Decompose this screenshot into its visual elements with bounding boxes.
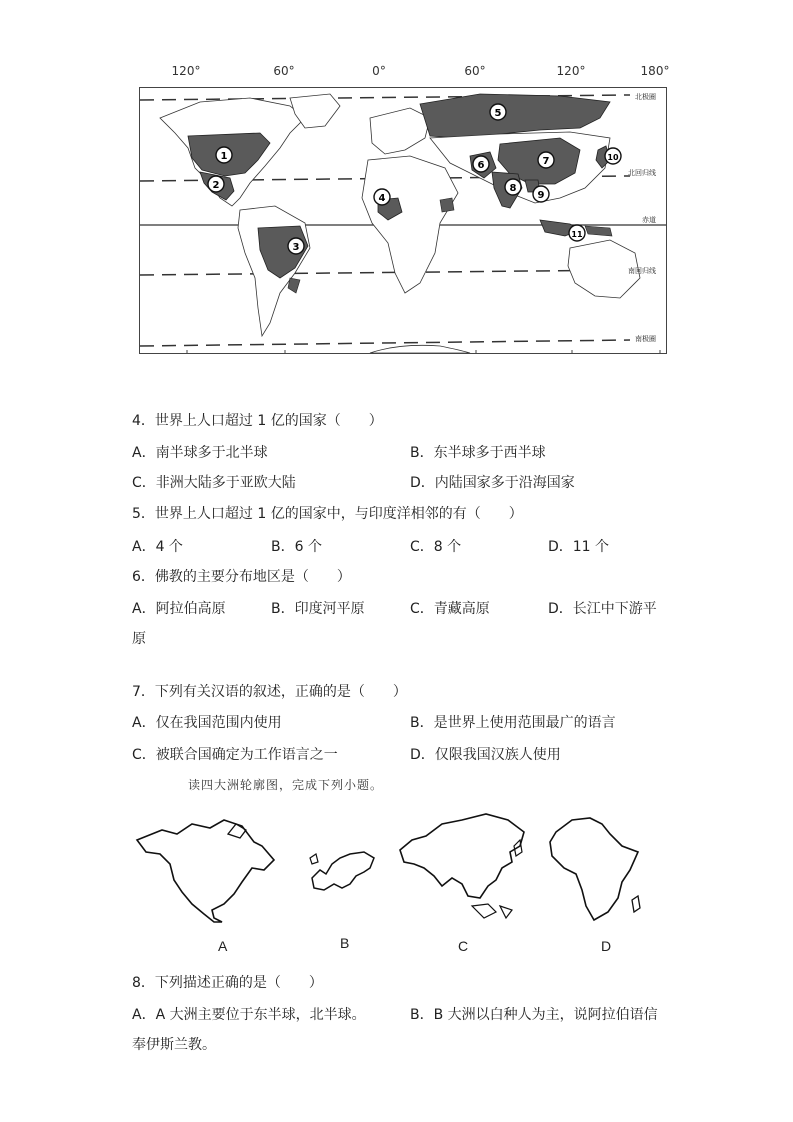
question-5-stem: 5．世界上人口超过 1 亿的国家中，与印度洋相邻的有（ ）: [132, 506, 523, 522]
question-7-option-a[interactable]: A．仅在我国范围内使用: [132, 715, 282, 731]
marker-11: [569, 225, 585, 241]
map-drawing: [140, 88, 666, 353]
question-6-option-b[interactable]: B．印度河平原: [271, 601, 365, 617]
svg-text:3: 3: [292, 242, 300, 253]
continent-b-label: B: [340, 935, 350, 951]
continent-a-outline: [132, 812, 282, 928]
longitude-label: 60°: [273, 64, 295, 78]
svg-text:9: 9: [537, 190, 545, 201]
continent-d-label: D: [601, 938, 612, 954]
svg-text:10: 10: [607, 153, 619, 162]
question-6-option-d-continuation: 原: [132, 631, 146, 647]
question-7-option-c[interactable]: C．被联合国确定为工作语言之一: [132, 747, 338, 763]
question-8-option-b[interactable]: B．B 大洲以白种人为主，说阿拉伯语信: [410, 1007, 658, 1023]
question-8-option-a[interactable]: A．A 大洲主要位于东半球，北半球。: [132, 1007, 366, 1023]
svg-text:4: 4: [378, 193, 386, 204]
equator-label: 赤道: [642, 216, 656, 224]
marker-5: [490, 104, 506, 120]
antarctic-circle-line: [140, 340, 630, 346]
continent-c-outline: [392, 806, 530, 940]
marker-8: [505, 179, 521, 195]
world-map: [133, 64, 673, 360]
question-6-stem: 6．佛教的主要分布地区是（ ）: [132, 569, 351, 585]
continent-map-instruction: 读四大洲轮廓图，完成下列小题。: [188, 778, 384, 792]
svg-text:1: 1: [220, 151, 228, 162]
marker-4: [374, 189, 390, 205]
marker-10: [605, 148, 621, 164]
svg-text:8: 8: [509, 183, 517, 194]
question-7-stem: 7．下列有关汉语的叙述，正确的是（ ）: [132, 684, 407, 700]
longitude-label: 120°: [556, 64, 586, 78]
continent-d-outline: [546, 812, 646, 928]
question-6-option-c[interactable]: C．青藏高原: [410, 601, 490, 617]
question-5-option-d[interactable]: D．11 个: [548, 539, 610, 555]
continent-c-label: C: [458, 938, 469, 954]
question-5-option-a[interactable]: A．4 个: [132, 539, 183, 555]
tropic-of-capricorn-label: 南回归线: [628, 267, 656, 275]
map-frame: [139, 87, 667, 354]
question-4-option-d[interactable]: D．内陆国家多于沿海国家: [410, 475, 575, 491]
question-7-option-d[interactable]: D．仅限我国汉族人使用: [410, 747, 561, 763]
svg-text:7: 7: [542, 156, 550, 167]
longitude-label: 60°: [464, 64, 486, 78]
question-8-stem: 8．下列描述正确的是（ ）: [132, 975, 323, 991]
marker-6: [473, 156, 489, 172]
europe-outline: [370, 108, 430, 154]
question-4-stem: 4．世界上人口超过 1 亿的国家（ ）: [132, 413, 383, 429]
question-4-option-b[interactable]: B．东半球多于西半球: [410, 445, 546, 461]
continent-a-label: A: [218, 938, 228, 954]
question-6-option-d[interactable]: D．长江中下游平: [548, 601, 657, 617]
marker-1: [216, 147, 232, 163]
russia-shaded: [420, 94, 610, 138]
antarctic-circle-label: 南极圈: [635, 335, 656, 343]
marker-3: [288, 238, 304, 254]
marker-9: [533, 186, 549, 202]
longitude-label: 120°: [171, 64, 201, 78]
arctic-circle-label: 北极圈: [635, 93, 656, 101]
longitude-label: 0°: [372, 64, 386, 78]
svg-text:5: 5: [494, 108, 502, 119]
question-4-option-c[interactable]: C．非洲大陆多于亚欧大陆: [132, 475, 296, 491]
question-4-option-a[interactable]: A．南半球多于北半球: [132, 445, 268, 461]
tropic-of-capricorn-line: [140, 270, 630, 275]
question-5-option-c[interactable]: C．8 个: [410, 539, 462, 555]
question-6-option-a[interactable]: A．阿拉伯高原: [132, 601, 226, 617]
longitude-label: 180°: [640, 64, 670, 78]
tropic-of-cancer-label: 北回归线: [628, 169, 656, 177]
question-8-option-b-continuation: 奉伊斯兰教。: [132, 1037, 216, 1053]
continent-b-outline: [306, 846, 380, 900]
svg-text:11: 11: [571, 230, 583, 239]
question-7-option-b[interactable]: B．是世界上使用范围最广的语言: [410, 715, 616, 731]
svg-text:2: 2: [212, 180, 220, 191]
marker-2: [208, 176, 224, 192]
marker-7: [538, 152, 554, 168]
svg-text:6: 6: [477, 160, 485, 171]
question-5-option-b[interactable]: B．6 个: [271, 539, 322, 555]
